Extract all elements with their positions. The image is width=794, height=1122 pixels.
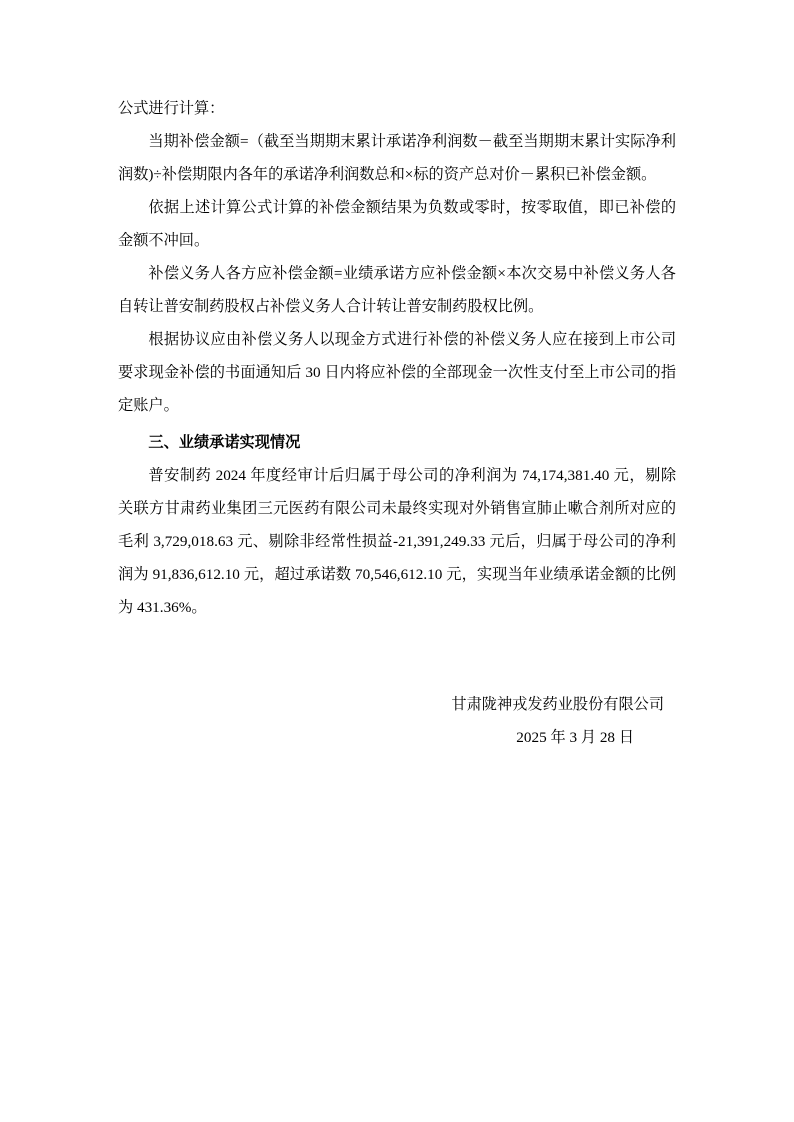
paragraph-obligor-share-clause: 补偿义务人各方应补偿金额=业绩承诺方应补偿金额×本次交易中补偿义务人各自转让普安制药股权占补偿义务人合计转让普安制药股权比例。 xyxy=(118,265,676,315)
paragraph-formula-intro: 公式进行计算： xyxy=(118,100,225,117)
paragraph-no-refund-clause: 依据上述计算公式计算的补偿金额结果为负数或零时，按零取值，即已补偿的金额不冲回。 xyxy=(118,199,676,249)
signature-block xyxy=(118,688,676,754)
section-heading-performance: 三、业绩承诺实现情况 xyxy=(148,434,301,451)
document-body xyxy=(118,92,676,754)
paragraph-performance-results: 普安制药 2024 年度经审计后归属于母公司的净利润为 74,174,381.40 元，剔除关联方甘肃药业集团三元医药有限公司未最终实现对外销售宣肺止嗽合剂所对应的毛利 3,729,018.63 元、剔除非经常性损益-21,391,249.33 元后，归属于母公司的净利润为 91,836,612.10 元，超过承诺数 70,546,612.10 元，实现当年业绩承诺金额的比例为 431.36%。 xyxy=(118,467,676,616)
paragraph-formula-body: 当期补偿金额=（截至当期期末累计承诺净利润数－截至当期期末累计实际净利润数)÷补偿期限内各年的承诺净利润数总和×标的资产总对价－累积已补偿金额。 xyxy=(118,133,676,183)
signature-date: 2025 年 3 月 28 日 xyxy=(516,729,634,746)
paragraph-cash-payment-clause: 根据协议应由补偿义务人以现金方式进行补偿的补偿义务人应在接到上市公司要求现金补偿的书面通知后 30 日内将应补偿的全部现金一次性支付至上市公司的指定账户。 xyxy=(118,331,676,414)
signature-company-name: 甘肃陇神戎发药业股份有限公司 xyxy=(451,696,664,713)
